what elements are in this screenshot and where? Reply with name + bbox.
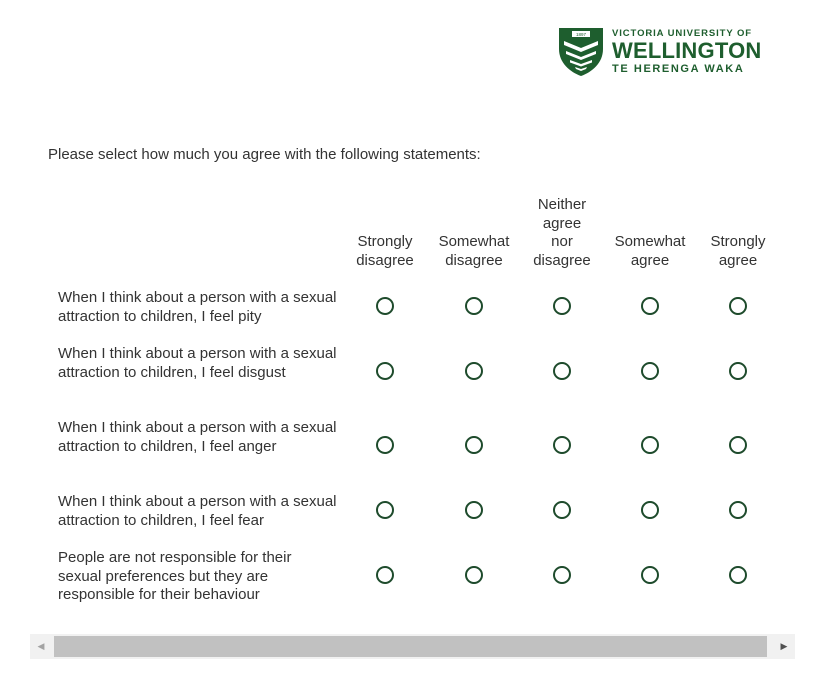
radio-fear-neither[interactable] xyxy=(553,501,571,519)
radio-anger-neither[interactable] xyxy=(553,436,571,454)
statement-label-responsibility: People are not responsible for their sexual preferences but they are responsible for their behaviour xyxy=(58,549,292,603)
logo-line-2: WELLINGTON xyxy=(612,38,762,64)
university-crest-icon xyxy=(558,27,604,77)
column-header-strongly-disagree: Strongly disagree xyxy=(356,233,414,269)
column-header-somewhat-agree: Somewhat agree xyxy=(614,233,686,269)
statement-label-anger: When I think about a person with a sexual attraction to children, I feel anger xyxy=(58,419,337,455)
radio-disgust-strongly-disagree[interactable] xyxy=(376,362,394,380)
radio-responsibility-neither[interactable] xyxy=(553,566,571,584)
statement-label-fear: When I think about a person with a sexual attraction to children, I feel fear xyxy=(58,493,337,529)
logo-line-3: TE HERENGA WAKA xyxy=(612,63,745,76)
radio-fear-somewhat-disagree[interactable] xyxy=(465,501,483,519)
radio-anger-strongly-disagree[interactable] xyxy=(376,436,394,454)
radio-responsibility-strongly-agree[interactable] xyxy=(729,566,747,584)
radio-responsibility-somewhat-agree[interactable] xyxy=(641,566,659,584)
radio-pity-somewhat-disagree[interactable] xyxy=(465,297,483,315)
radio-disgust-strongly-agree[interactable] xyxy=(729,362,747,380)
radio-pity-strongly-disagree[interactable] xyxy=(376,297,394,315)
scrollbar-thumb[interactable] xyxy=(54,636,767,657)
column-header-somewhat-disagree: Somewhat disagree xyxy=(438,233,510,269)
crest-year: 1897 xyxy=(575,32,587,37)
radio-pity-strongly-agree[interactable] xyxy=(729,297,747,315)
university-logo xyxy=(558,26,768,78)
column-header-strongly-agree: Strongly agree xyxy=(710,233,766,269)
radio-disgust-neither[interactable] xyxy=(553,362,571,380)
column-header-neither: Neither agree nor disagree xyxy=(533,196,591,269)
radio-fear-strongly-agree[interactable] xyxy=(729,501,747,519)
radio-fear-somewhat-agree[interactable] xyxy=(641,501,659,519)
radio-pity-somewhat-agree[interactable] xyxy=(641,297,659,315)
triangle-left-icon[interactable]: ◀ xyxy=(37,641,45,651)
radio-anger-strongly-agree[interactable] xyxy=(729,436,747,454)
radio-anger-somewhat-disagree[interactable] xyxy=(465,436,483,454)
question-text: Please select how much you agree with the following statements: xyxy=(48,146,481,163)
radio-pity-neither[interactable] xyxy=(553,297,571,315)
horizontal-scrollbar[interactable] xyxy=(30,634,795,659)
radio-disgust-somewhat-disagree[interactable] xyxy=(465,362,483,380)
logo-line-1: VICTORIA UNIVERSITY OF xyxy=(612,27,752,39)
triangle-right-icon[interactable]: ▶ xyxy=(780,641,788,651)
radio-responsibility-somewhat-disagree[interactable] xyxy=(465,566,483,584)
radio-fear-strongly-disagree[interactable] xyxy=(376,501,394,519)
radio-responsibility-strongly-disagree[interactable] xyxy=(376,566,394,584)
radio-anger-somewhat-agree[interactable] xyxy=(641,436,659,454)
radio-disgust-somewhat-agree[interactable] xyxy=(641,362,659,380)
statement-label-pity: When I think about a person with a sexual attraction to children, I feel pity xyxy=(58,289,337,325)
statement-label-disgust: When I think about a person with a sexual attraction to children, I feel disgust xyxy=(58,345,337,381)
